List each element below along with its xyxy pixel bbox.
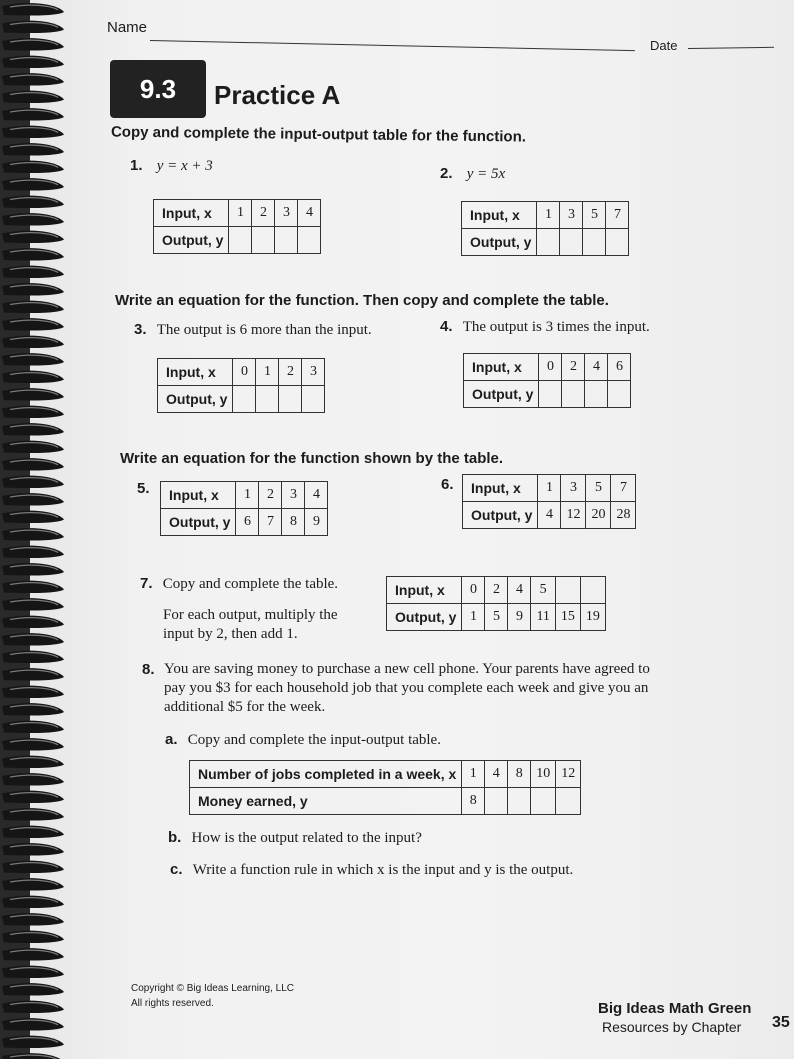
- output-row-cell[interactable]: [556, 788, 581, 815]
- table-6: [462, 474, 636, 529]
- input-row-cell: 3: [561, 475, 586, 502]
- input-row-cell: 10: [531, 761, 556, 788]
- input-row: [190, 761, 581, 788]
- input-row-cell: 1: [256, 359, 279, 386]
- problem-7-text: Copy and complete the table.: [162, 576, 339, 592]
- output-row-cell: 28: [611, 502, 636, 529]
- date-label: Date: [650, 38, 678, 53]
- input-row-cell: 3: [282, 482, 305, 509]
- output-row-cell[interactable]: [252, 227, 275, 254]
- output-row: [463, 502, 636, 529]
- output-row-cell: 1: [462, 604, 485, 631]
- problem-8c-label: c.: [170, 861, 183, 878]
- input-row-cell: 5: [586, 475, 611, 502]
- output-row-cell[interactable]: [275, 227, 298, 254]
- output-row: [161, 509, 328, 536]
- input-row-cell: 3: [275, 200, 298, 227]
- output-row-cell: 4: [538, 502, 561, 529]
- output-row-cell[interactable]: [606, 229, 629, 256]
- output-row-cell[interactable]: [539, 381, 562, 408]
- problem-5-number: 5.: [137, 480, 150, 497]
- output-row-label: Money earned, y: [190, 788, 462, 815]
- input-row-cell: 4: [508, 577, 531, 604]
- output-row-label: Output, y: [463, 502, 538, 529]
- rights-text: All rights reserved.: [131, 998, 214, 1009]
- problem-8-text: You are saving money to purchase a new cell phone. Your parents have agreed to pay you $3 for each household job that you complete each week and give you an additional $5 for the week.: [164, 661, 650, 715]
- input-row-label: Input, x: [158, 359, 233, 386]
- date-line[interactable]: [688, 47, 774, 49]
- output-row-cell[interactable]: [485, 788, 508, 815]
- problem-7-subtext: For each output, multiply the input by 2, then add 1.: [163, 607, 338, 642]
- output-row-cell: 9: [508, 604, 531, 631]
- input-row-cell: 2: [562, 354, 585, 381]
- output-row-cell: 11: [531, 604, 555, 631]
- input-row-cell: 7: [606, 202, 629, 229]
- problem-8a-label: a.: [165, 731, 178, 748]
- output-row: [387, 604, 606, 631]
- input-row-cell: 0: [233, 359, 256, 386]
- input-row: [158, 359, 325, 386]
- problem-8-number: 8.: [142, 661, 155, 678]
- input-row-cell[interactable]: [580, 577, 605, 604]
- name-label: Name: [107, 19, 148, 36]
- input-row: [161, 482, 328, 509]
- input-row-label: Input, x: [161, 482, 236, 509]
- output-row-cell[interactable]: [585, 381, 608, 408]
- input-row-cell: 4: [485, 761, 508, 788]
- problem-7-number: 7.: [140, 575, 153, 592]
- input-row-cell: 12: [556, 761, 581, 788]
- input-row-cell: 8: [508, 761, 531, 788]
- output-row-cell[interactable]: [537, 229, 560, 256]
- output-row-cell: 12: [561, 502, 586, 529]
- problem-8b-label: b.: [168, 829, 182, 846]
- output-row-label: Output, y: [464, 381, 539, 408]
- output-row-cell[interactable]: [531, 788, 556, 815]
- output-row-cell: 6: [236, 509, 259, 536]
- problem-4-text: The output is 3 times the input.: [462, 319, 650, 335]
- problem-6-number: 6.: [441, 476, 454, 493]
- input-row: [387, 577, 606, 604]
- input-row-cell: 1: [462, 761, 485, 788]
- input-row-cell: 5: [531, 577, 555, 604]
- problem-8b-text: How is the output related to the input?: [191, 830, 422, 846]
- instruction-1: Copy and complete the input-output table for the function.: [110, 123, 527, 146]
- problem-1-number: 1.: [130, 157, 143, 174]
- input-row-label: Input, x: [154, 200, 229, 227]
- output-row-cell[interactable]: [302, 386, 325, 413]
- input-row-cell: 6: [608, 354, 631, 381]
- output-row-cell[interactable]: [560, 229, 583, 256]
- input-row-label: Input, x: [462, 202, 537, 229]
- section-badge: 9.3: [110, 60, 206, 118]
- output-row: [158, 386, 325, 413]
- input-row-cell: 0: [539, 354, 562, 381]
- input-row-cell: 1: [538, 475, 561, 502]
- instruction-3: Write an equation for the function shown by the table.: [120, 450, 504, 467]
- input-row-cell: 1: [229, 200, 252, 227]
- output-row-cell: 19: [580, 604, 605, 631]
- problem-1-equation: y = x + 3: [156, 158, 213, 174]
- table-7: [386, 576, 606, 631]
- output-row: [190, 788, 581, 815]
- input-row-cell: 3: [302, 359, 325, 386]
- input-row-label: Input, x: [387, 577, 462, 604]
- problem-3-text: The output is 6 more than the input.: [156, 322, 372, 338]
- output-row-cell[interactable]: [256, 386, 279, 413]
- input-row-cell[interactable]: [555, 577, 580, 604]
- copyright-text: Copyright © Big Ideas Learning, LLC: [131, 983, 295, 994]
- input-row-cell: 2: [485, 577, 508, 604]
- table-3: [157, 358, 325, 413]
- output-row-cell: 5: [485, 604, 508, 631]
- problem-2-number: 2.: [440, 165, 453, 182]
- output-row-cell[interactable]: [229, 227, 252, 254]
- output-row-cell[interactable]: [608, 381, 631, 408]
- output-row-cell: 15: [555, 604, 580, 631]
- book-title: Big Ideas Math Green: [598, 1000, 752, 1017]
- input-row-cell: 0: [462, 577, 485, 604]
- table-8a: [189, 760, 581, 815]
- input-row-cell: 5: [583, 202, 606, 229]
- table-4: [463, 353, 631, 408]
- input-row-cell: 4: [585, 354, 608, 381]
- input-row-label: Number of jobs completed in a week, x: [190, 761, 462, 788]
- input-row: [154, 200, 321, 227]
- output-row-label: Output, y: [462, 229, 537, 256]
- table-5: [160, 481, 328, 536]
- input-row-cell: 2: [259, 482, 282, 509]
- output-row-cell[interactable]: [233, 386, 256, 413]
- input-row: [463, 475, 636, 502]
- input-row-cell: 2: [252, 200, 275, 227]
- output-row-cell: 7: [259, 509, 282, 536]
- input-row-label: Input, x: [463, 475, 538, 502]
- output-row: [462, 229, 629, 256]
- page-title: Practice A: [214, 80, 341, 110]
- output-row-cell: 9: [305, 509, 328, 536]
- problem-8c-text: Write a function rule in which x is the input and y is the output.: [192, 862, 574, 878]
- input-row-cell: 4: [298, 200, 321, 227]
- problem-8a-text: Copy and complete the input-output table.: [187, 732, 441, 748]
- output-row: [464, 381, 631, 408]
- output-row-label: Output, y: [158, 386, 233, 413]
- name-line[interactable]: [150, 40, 635, 51]
- output-row-cell: 8: [462, 788, 485, 815]
- output-row-cell[interactable]: [583, 229, 606, 256]
- output-row: [154, 227, 321, 254]
- problem-2-equation: y = 5x: [466, 166, 506, 182]
- output-row-cell[interactable]: [298, 227, 321, 254]
- input-row-label: Input, x: [464, 354, 539, 381]
- input-row-cell: 3: [560, 202, 583, 229]
- input-row-cell: 7: [611, 475, 636, 502]
- input-row-cell: 1: [236, 482, 259, 509]
- instruction-2: Write an equation for the function. Then copy and complete the table.: [115, 292, 609, 309]
- input-row: [464, 354, 631, 381]
- input-row: [462, 202, 629, 229]
- resources-label: Resources by Chapter: [602, 1019, 742, 1035]
- spiral-binding: [0, 0, 78, 1059]
- output-row-cell: 8: [282, 509, 305, 536]
- output-row-cell: 20: [586, 502, 611, 529]
- input-row-cell: 2: [279, 359, 302, 386]
- output-row-label: Output, y: [161, 509, 236, 536]
- page-number: 35: [772, 1014, 790, 1031]
- problem-3-number: 3.: [134, 321, 147, 338]
- output-row-label: Output, y: [154, 227, 229, 254]
- table-1: [153, 199, 321, 254]
- input-row-cell: 1: [537, 202, 560, 229]
- table-2: [461, 201, 629, 256]
- input-row-cell: 4: [305, 482, 328, 509]
- output-row-cell[interactable]: [508, 788, 531, 815]
- output-row-cell[interactable]: [562, 381, 585, 408]
- problem-4-number: 4.: [440, 318, 453, 335]
- output-row-cell[interactable]: [279, 386, 302, 413]
- output-row-label: Output, y: [387, 604, 462, 631]
